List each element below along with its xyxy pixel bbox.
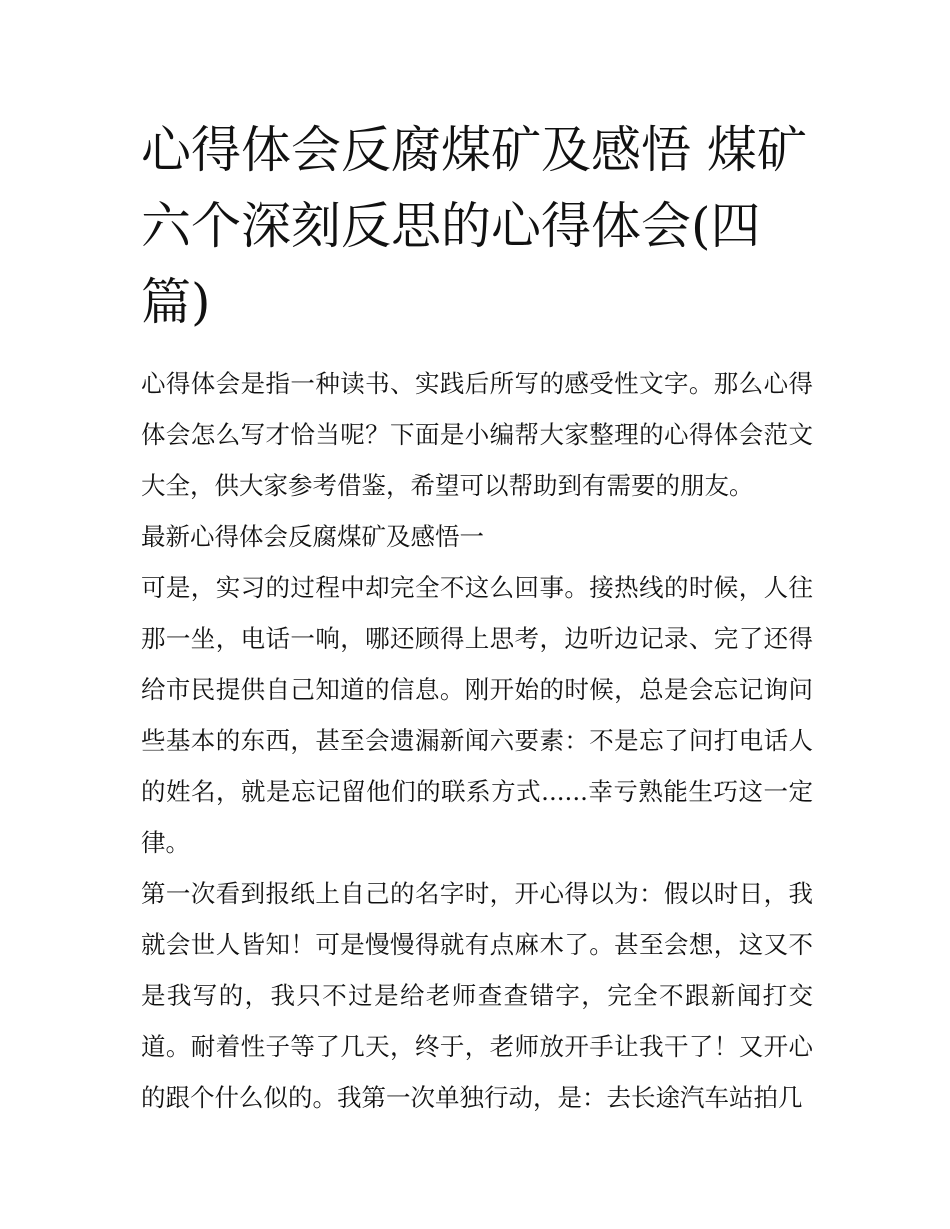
document-title: 心得体会反腐煤矿及感悟 煤矿六个深刻反思的心得体会(四篇) [141,121,807,331]
body-paragraph: 可是，实习的过程中却完全不这么回事。接热线的时候，人往那一坐，电话一响，哪还顾得上思考，边听边记录、完了还得给市民提供自己知道的信息。刚开始的时候，总是会忘记询问些基本的东西，甚至会遗漏新闻六要素：不是忘了问打电话人的姓名，就是忘记留他们的联系方式......幸亏熟能生巧这一定律。 [141,573,813,857]
document-body [141,112,813,1123]
intro-paragraph: 心得体会是指一种读书、实践后所写的感受性文字。那么心得体会怎么写才恰当呢？下面是小编帮大家整理的心得体会范文大全，供大家参考借鉴，希望可以帮助到有需要的朋友。 [141,369,813,500]
body-paragraph: 第一次看到报纸上自己的名字时，开心得以为：假以时日，我就会世人皆知！可是慢慢得就有点麻木了。甚至会想，这又不是我写的，我只不过是给老师查查错字，完全不跟新闻打交道。耐着性子等了几天，终于，老师放开手让我干了！又开心的跟个什么似的。我第一次单独行动，是：去长途汽车站拍几 [141,879,813,1112]
section-heading: 最新心得体会反腐煤矿及感悟一 [141,522,484,551]
